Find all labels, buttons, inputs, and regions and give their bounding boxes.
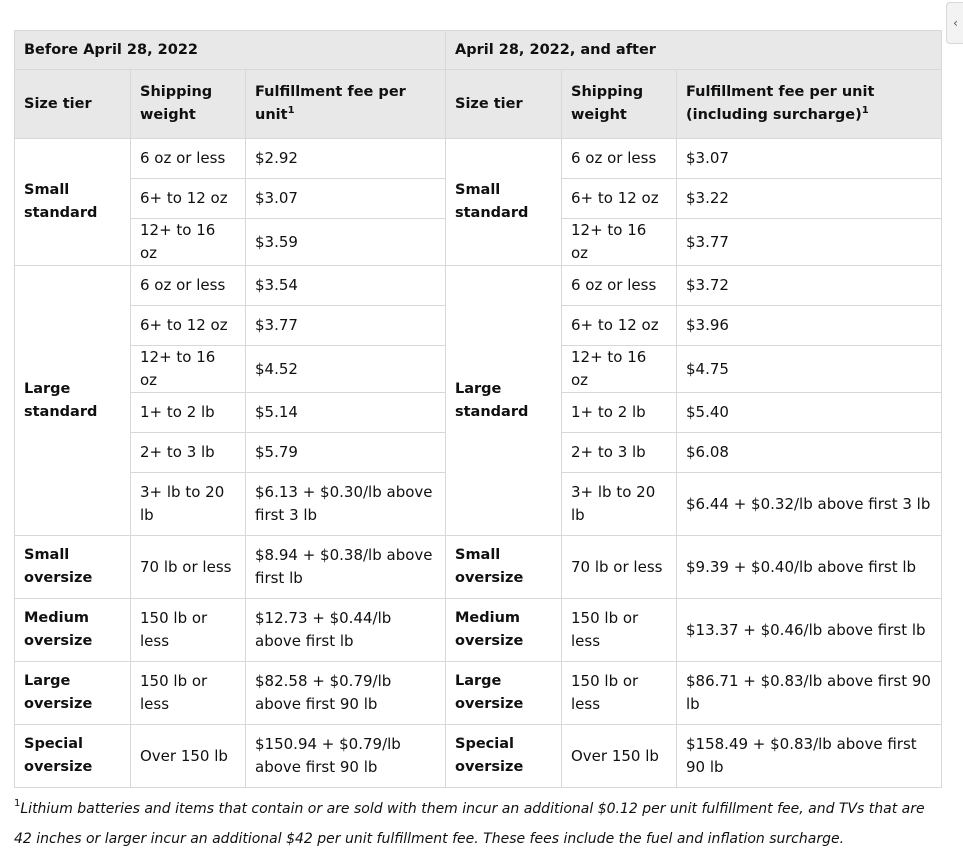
weight-cell: 150 lb or less bbox=[562, 599, 677, 662]
size-tier-cell: Medium oversize bbox=[15, 599, 131, 662]
size-tier-cell: Large standard bbox=[446, 266, 562, 536]
fee-cell: $86.71 + $0.83/lb above first 90 lb bbox=[677, 662, 942, 725]
fee-cell: $12.73 + $0.44/lb above first lb bbox=[246, 599, 446, 662]
table-row bbox=[446, 266, 942, 306]
fee-cell: $6.44 + $0.32/lb above first 3 lb bbox=[677, 473, 942, 536]
size-tier-cell: Special oversize bbox=[446, 725, 562, 788]
fee-cell: $150.94 + $0.79/lb above first 90 lb bbox=[246, 725, 446, 788]
table-row bbox=[15, 536, 446, 599]
weight-cell: 12+ to 16 oz bbox=[562, 346, 677, 393]
weight-cell: 3+ lb to 20 lb bbox=[131, 473, 246, 536]
fee-header bbox=[246, 70, 446, 139]
weight-cell: 70 lb or less bbox=[131, 536, 246, 599]
fee-cell: $3.07 bbox=[246, 179, 446, 219]
footnote-number: 1 bbox=[14, 798, 21, 809]
size-tier-cell: Small standard bbox=[15, 139, 131, 266]
fee-cell: $3.22 bbox=[677, 179, 942, 219]
weight-cell: 6+ to 12 oz bbox=[131, 179, 246, 219]
weight-cell: 1+ to 2 lb bbox=[562, 393, 677, 433]
weight-cell: 150 lb or less bbox=[131, 599, 246, 662]
size-tier-header: Size tier bbox=[15, 70, 131, 139]
fee-cell: $4.52 bbox=[246, 346, 446, 393]
weight-cell: Over 150 lb bbox=[131, 725, 246, 788]
weight-cell: 12+ to 16 oz bbox=[131, 219, 246, 266]
scroll-handle[interactable] bbox=[946, 2, 963, 44]
fee-cell: $6.08 bbox=[677, 433, 942, 473]
fee-header-label: Fulfillment fee per unit bbox=[255, 84, 406, 123]
weight-cell: 12+ to 16 oz bbox=[131, 346, 246, 393]
fee-cell: $2.92 bbox=[246, 139, 446, 179]
weight-cell: 6 oz or less bbox=[131, 139, 246, 179]
weight-cell: 70 lb or less bbox=[562, 536, 677, 599]
weight-cell: 6 oz or less bbox=[131, 266, 246, 306]
fee-cell: $5.40 bbox=[677, 393, 942, 433]
fee-cell: $5.14 bbox=[246, 393, 446, 433]
table-row bbox=[15, 725, 446, 788]
weight-cell: 1+ to 2 lb bbox=[131, 393, 246, 433]
fee-cell: $4.75 bbox=[677, 346, 942, 393]
fee-cell: $3.54 bbox=[246, 266, 446, 306]
weight-cell: 150 lb or less bbox=[562, 662, 677, 725]
fee-cell: $3.77 bbox=[677, 219, 942, 266]
shipping-weight-header: Shipping weight bbox=[131, 70, 246, 139]
size-tier-header: Size tier bbox=[446, 70, 562, 139]
fee-cell: $158.49 + $0.83/lb above first 90 lb bbox=[677, 725, 942, 788]
fee-cell: $8.94 + $0.38/lb above first lb bbox=[246, 536, 446, 599]
fee-header bbox=[677, 70, 942, 139]
footnote-marker: 1 bbox=[287, 105, 295, 116]
fee-cell: $5.79 bbox=[246, 433, 446, 473]
weight-cell: 3+ lb to 20 lb bbox=[562, 473, 677, 536]
table-row bbox=[15, 266, 446, 306]
period-header: April 28, 2022, and after bbox=[446, 31, 942, 70]
weight-cell: 2+ to 3 lb bbox=[131, 433, 246, 473]
table-row bbox=[446, 139, 942, 179]
weight-cell: 6+ to 12 oz bbox=[562, 179, 677, 219]
fee-cell: $3.07 bbox=[677, 139, 942, 179]
table-row bbox=[446, 725, 942, 788]
fee-header-label: Fulfillment fee per unit (including surcharge) bbox=[686, 84, 875, 123]
footnote-marker: 1 bbox=[861, 105, 869, 116]
size-tier-cell: Small oversize bbox=[446, 536, 562, 599]
weight-cell: 12+ to 16 oz bbox=[562, 219, 677, 266]
fee-cell: $3.72 bbox=[677, 266, 942, 306]
fee-cell: $9.39 + $0.40/lb above first lb bbox=[677, 536, 942, 599]
weight-cell: 2+ to 3 lb bbox=[562, 433, 677, 473]
table-row bbox=[15, 662, 446, 725]
weight-cell: 6+ to 12 oz bbox=[131, 306, 246, 346]
table-row bbox=[15, 599, 446, 662]
weight-cell: 6+ to 12 oz bbox=[562, 306, 677, 346]
weight-cell: Over 150 lb bbox=[562, 725, 677, 788]
fee-table-before bbox=[14, 30, 446, 788]
size-tier-cell: Large oversize bbox=[15, 662, 131, 725]
table-row bbox=[446, 662, 942, 725]
fee-cell: $13.37 + $0.46/lb above first lb bbox=[677, 599, 942, 662]
weight-cell: 6 oz or less bbox=[562, 266, 677, 306]
size-tier-cell: Special oversize bbox=[15, 725, 131, 788]
size-tier-cell: Large standard bbox=[15, 266, 131, 536]
table-row bbox=[15, 139, 446, 179]
footnote-text: Lithium batteries and items that contain or are sold with them incur an additional $0.12 per unit fulfillment fee, and TVs that are 42 inches or larger incur an additional $42 per unit fulfillment fee. These fees include the fuel and inflation surcharge. bbox=[14, 801, 925, 847]
fee-cell: $6.13 + $0.30/lb above first 3 lb bbox=[246, 473, 446, 536]
size-tier-cell: Small oversize bbox=[15, 536, 131, 599]
size-tier-cell: Large oversize bbox=[446, 662, 562, 725]
fee-comparison bbox=[14, 30, 941, 854]
fee-cell: $3.59 bbox=[246, 219, 446, 266]
footnote bbox=[14, 794, 941, 854]
size-tier-cell: Medium oversize bbox=[446, 599, 562, 662]
fee-cell: $82.58 + $0.79/lb above first 90 lb bbox=[246, 662, 446, 725]
weight-cell: 150 lb or less bbox=[131, 662, 246, 725]
fee-cell: $3.96 bbox=[677, 306, 942, 346]
period-header: Before April 28, 2022 bbox=[15, 31, 446, 70]
size-tier-cell: Small standard bbox=[446, 139, 562, 266]
fee-cell: $3.77 bbox=[246, 306, 446, 346]
table-row bbox=[446, 536, 942, 599]
shipping-weight-header: Shipping weight bbox=[562, 70, 677, 139]
table-row bbox=[446, 599, 942, 662]
fee-table-after bbox=[445, 30, 942, 788]
weight-cell: 6 oz or less bbox=[562, 139, 677, 179]
chevron-left-icon: ‹ bbox=[953, 16, 958, 30]
